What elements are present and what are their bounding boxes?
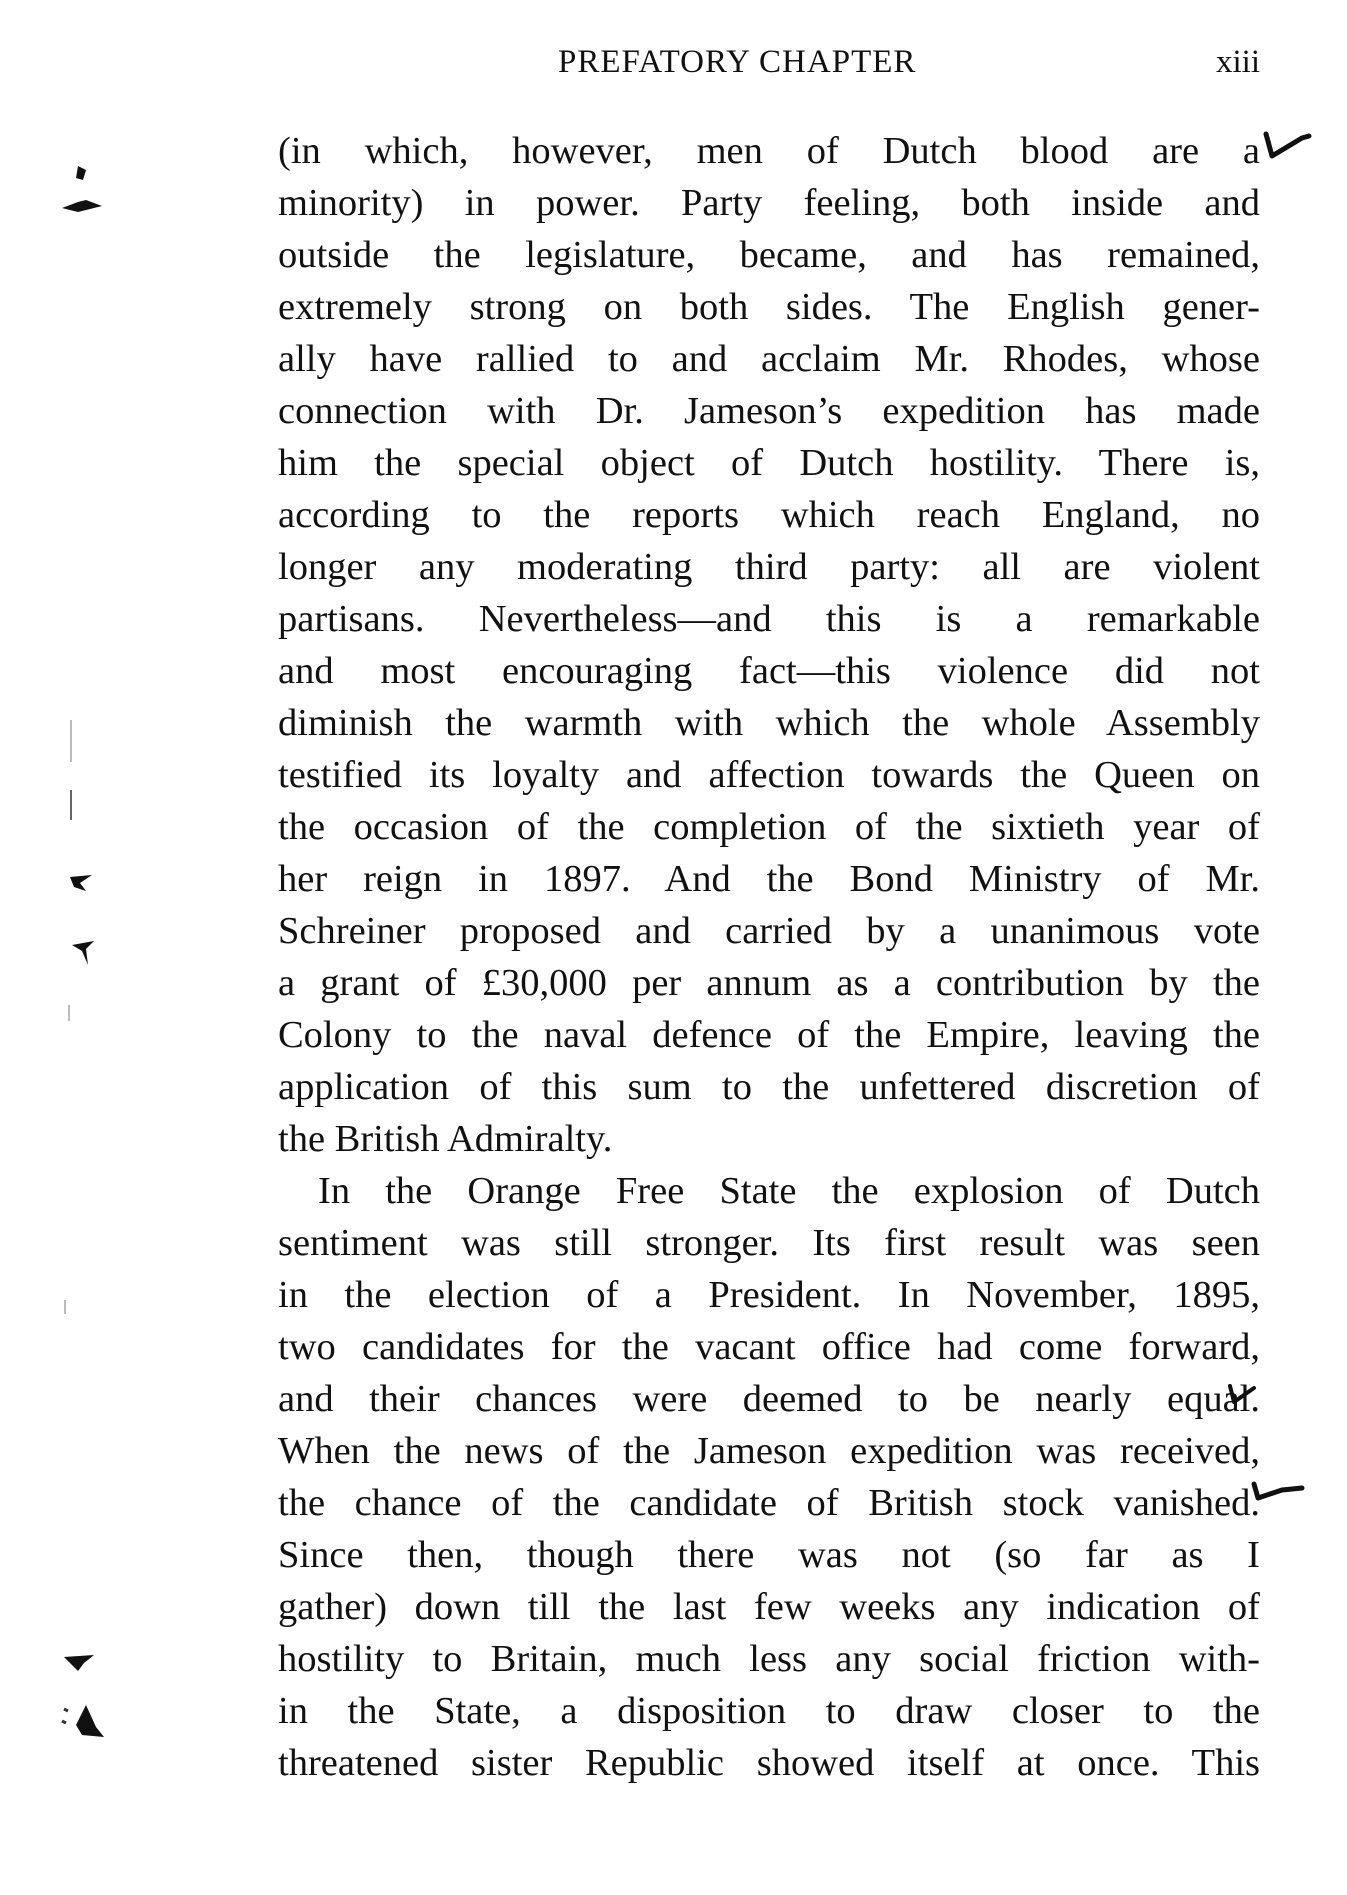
text-line: Schreiner proposed and carried by a unanimous vote: [278, 910, 1260, 952]
text-line: threatened sister Republic showed itself at once. This: [278, 1742, 1260, 1784]
text-line: a grant of £30,000 per annum as a contribution by the: [278, 962, 1260, 1004]
text-line: according to the reports which reach England, no: [278, 494, 1260, 536]
paragraph-1: [278, 125, 1260, 1165]
text-line: (in which, however, men of Dutch blood are a: [278, 130, 1260, 172]
check-mark-icon: [1262, 126, 1312, 166]
text-line: him the special object of Dutch hostility. There is,: [278, 442, 1260, 484]
running-title: PREFATORY CHAPTER: [558, 44, 917, 80]
ink-blot-icon: [56, 160, 106, 230]
text-line: sentiment was still stronger. Its first result was seen: [278, 1222, 1260, 1264]
text-line: the chance of the candidate of British stock vanished.: [278, 1482, 1260, 1524]
paragraph-2: [278, 1165, 1260, 1789]
text-line: hostility to Britain, much less any social friction with-: [278, 1638, 1260, 1680]
text-line: Colony to the naval defence of the Empire, leaving the: [278, 1014, 1260, 1056]
text-line: minority) in power. Party feeling, both inside and: [278, 182, 1260, 224]
text-line: the occasion of the completion of the sixtieth year of: [278, 806, 1260, 848]
text-line: testified its loyalty and affection towards the Queen on: [278, 754, 1260, 796]
text-line: gather) down till the last few weeks any indication of: [278, 1586, 1260, 1628]
text-line: partisans. Nevertheless—and this is a remarkable: [278, 598, 1260, 640]
text-line: In the Orange Free State the explosion of Dutch: [318, 1170, 1260, 1212]
text-line: connection with Dr. Jameson’s expedition has made: [278, 390, 1260, 432]
text-line: two candidates for the vacant office had come forward,: [278, 1326, 1260, 1368]
margin-speck: [70, 790, 72, 820]
text-line: her reign in 1897. And the Bond Ministry of Mr.: [278, 858, 1260, 900]
text-line: diminish the warmth with which the whole Assembly: [278, 702, 1260, 744]
ink-blot-icon: [60, 865, 106, 975]
text-line: Since then, though there was not (so far as I: [278, 1534, 1260, 1576]
text-line: and their chances were deemed to be nearly equal.: [278, 1378, 1260, 1420]
text-line: in the State, a disposition to draw closer to the: [278, 1690, 1260, 1732]
text-line: in the election of a President. In November, 1895,: [278, 1274, 1260, 1316]
page-number: xiii: [1215, 44, 1260, 80]
text-line: the British Admiralty.: [278, 1118, 613, 1160]
text-line: extremely strong on both sides. The English gener-: [278, 286, 1260, 328]
text-line: outside the legislature, became, and has remained,: [278, 234, 1260, 276]
ink-blot-icon: [56, 1645, 116, 1755]
check-mark-icon: [1226, 1380, 1260, 1410]
margin-speck: [68, 1005, 70, 1021]
margin-speck: [70, 720, 72, 762]
margin-speck: [64, 1300, 66, 1314]
text-line: When the news of the Jameson expedition was received,: [278, 1430, 1260, 1472]
running-head: [278, 44, 1260, 84]
text-line: application of this sum to the unfettered discretion of: [278, 1066, 1260, 1108]
text-line: longer any moderating third party: all are violent: [278, 546, 1260, 588]
text-line: ally have rallied to and acclaim Mr. Rhodes, whose: [278, 338, 1260, 380]
check-mark-icon: [1250, 1478, 1306, 1508]
text-line: and most encouraging fact—this violence did not: [278, 650, 1260, 692]
body-text: [278, 125, 1260, 1789]
